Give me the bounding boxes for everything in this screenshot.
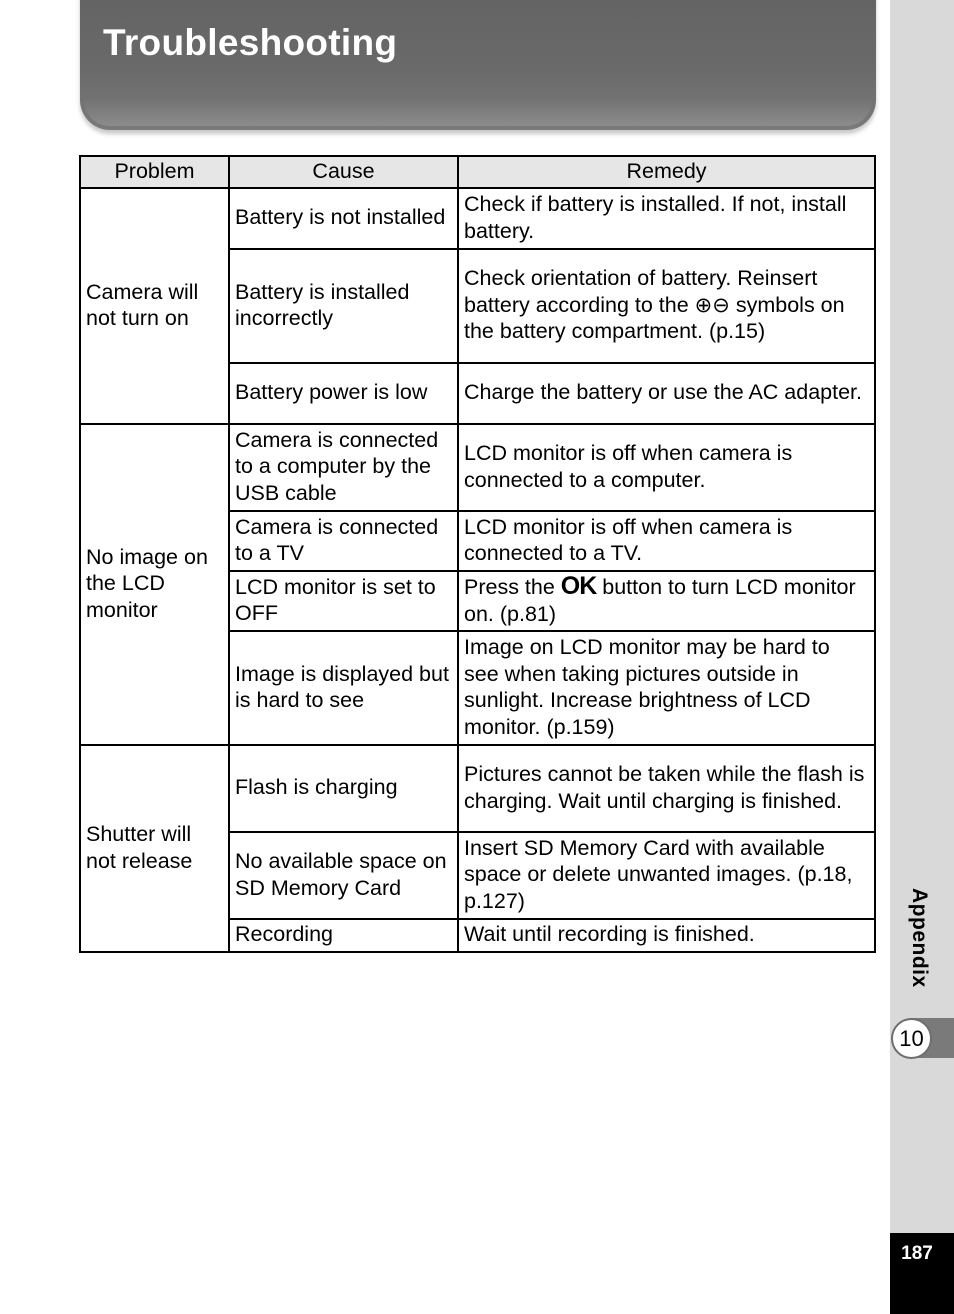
remedy-cell [458,571,875,631]
remedy-cell: Pictures cannot be taken while the flash is charging. Wait until charging is finished. [458,745,875,832]
cause-cell: Flash is charging [229,745,458,832]
remedy-cell: LCD monitor is off when camera is connected to a TV. [458,511,875,571]
plus-minus-icon: ⊕⊖ [694,292,730,317]
cause-cell: LCD monitor is set to OFF [229,571,458,631]
section-label: Appendix [908,888,931,988]
table-row [80,745,875,832]
cause-cell: Camera is connected to a computer by the USB cable [229,424,458,511]
remedy-cell: LCD monitor is off when camera is connected to a computer. [458,424,875,511]
problem-cell: Camera will not turn on [80,188,229,424]
remedy-text: Press the [464,575,561,599]
chapter-number-badge: 10 [891,1018,932,1059]
remedy-cell: Check if battery is installed. If not, install battery. [458,188,875,249]
page-title: Troubleshooting [103,22,398,63]
remedy-text: button to turn LCD monitor on. (p.81) [464,575,856,626]
remedy-text: Check orientation of battery. Reinsert battery according to the [464,266,818,317]
table-header-row [80,156,875,188]
remedy-cell [458,249,875,363]
remedy-cell: Charge the battery or use the AC adapter. [458,363,875,424]
title-banner [80,0,876,130]
remedy-cell: Insert SD Memory Card with available space or delete unwanted images. (p.18, p.127) [458,832,875,919]
cause-cell: Battery power is low [229,363,458,424]
remedy-cell: Wait until recording is finished. [458,919,875,952]
page-number: 187 [901,1243,933,1264]
ok-button-icon: OK [560,572,597,600]
cause-cell: Battery is not installed [229,188,458,249]
remedy-text: symbols on the battery compartment. (p.15) [464,292,845,344]
table-row [80,424,875,511]
problem-cell: No image on the LCD monitor [80,424,229,745]
problem-cell: Shutter will not release [80,745,229,952]
header-problem: Problem [80,156,229,188]
cause-cell: Recording [229,919,458,952]
cause-cell: Battery is installed incorrectly [229,249,458,363]
header-cause: Cause [229,156,458,188]
header-remedy: Remedy [458,156,875,188]
troubleshooting-table [79,155,876,953]
side-tab [890,0,954,1314]
cause-cell: No available space on SD Memory Card [229,832,458,919]
table-row [80,188,875,249]
remedy-cell: Image on LCD monitor may be hard to see when taking pictures outside in sunlight. Increase brightness of LCD monitor. (p.159) [458,631,875,745]
cause-cell: Camera is connected to a TV [229,511,458,571]
cause-cell: Image is displayed but is hard to see [229,631,458,745]
